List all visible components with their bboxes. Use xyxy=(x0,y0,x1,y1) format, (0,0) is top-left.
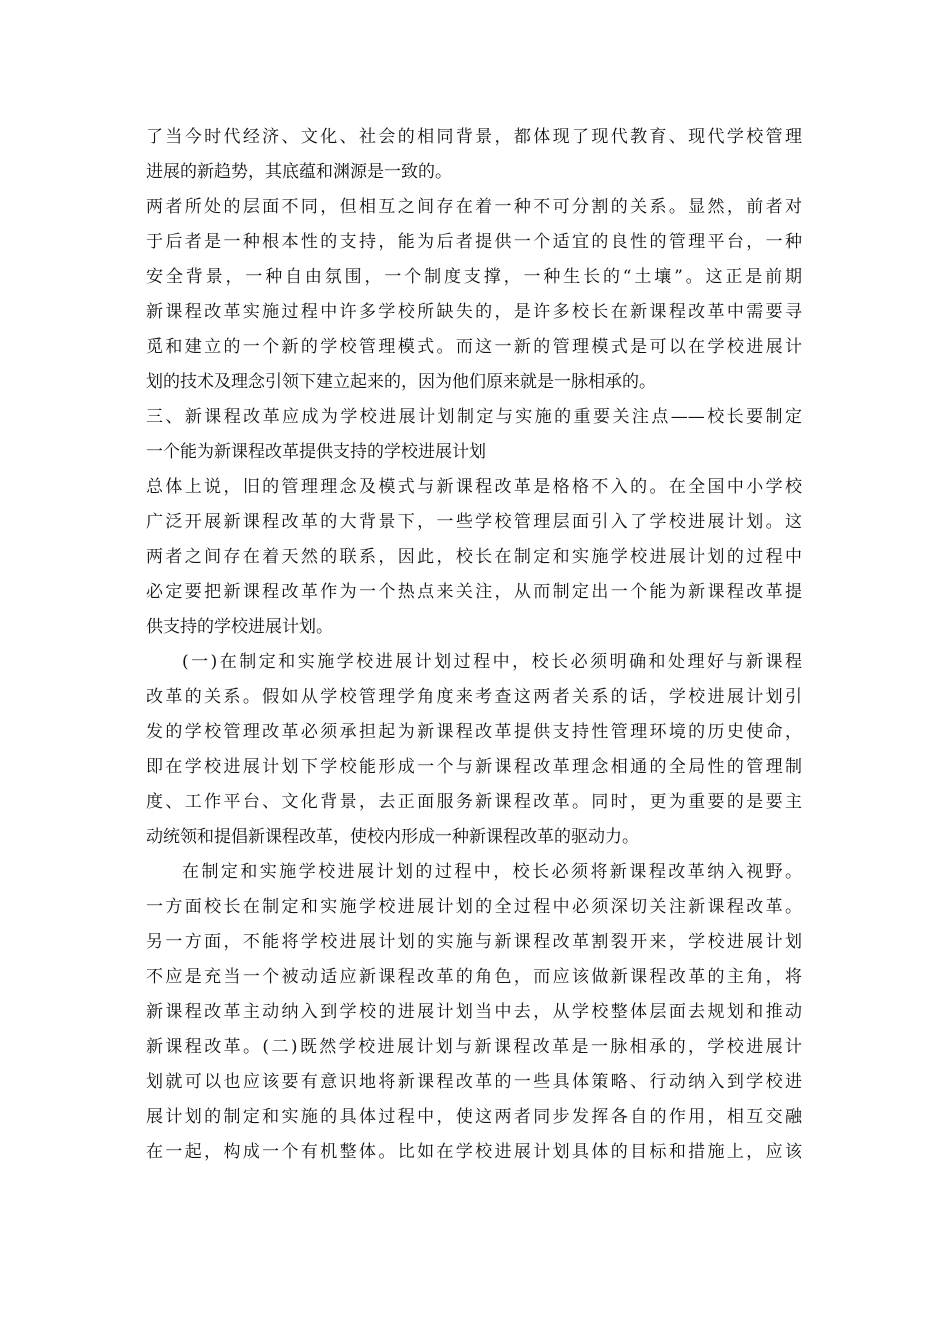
text-line: 在制定和实施学校进展计划的过程中，校长必须将新课程改革纳入视野。 xyxy=(182,862,802,882)
text-line: 了当今时代经济、文化、社会的相同背景，都体现了现代教育、现代学校管理 xyxy=(146,127,802,147)
section-heading-line: 三、新课程改革应成为学校进展计划制定与实施的重要关注点——校长要制定 xyxy=(146,407,802,427)
text-line: 划就可以也应该要有意识地将新课程改革的一些具体策略、行动纳入到学校进 xyxy=(146,1072,802,1092)
text-line: 必定要把新课程改革作为一个热点来关注，从而制定出一个能为新课程改革提 xyxy=(146,582,802,602)
text-line: 新课程改革主动纳入到学校的进展计划当中去，从学校整体层面去规划和推动 xyxy=(146,1002,802,1022)
text-line: 觅和建立的一个新的学校管理模式。而这一新的管理模式是可以在学校进展计 xyxy=(146,337,802,357)
text-line: 一方面校长在制定和实施学校进展计划的全过程中必须深切关注新课程改革。 xyxy=(146,897,802,917)
text-line: 供支持的学校进展计划。 xyxy=(146,617,333,637)
text-line: 即在学校进展计划下学校能形成一个与新课程改革理念相通的全局性的管理制 xyxy=(146,757,802,777)
text-line: 两者所处的层面不同，但相互之间存在着一种不可分割的关系。显然，前者对 xyxy=(146,197,802,217)
text-line: 两者之间存在着天然的联系，因此，校长在制定和实施学校进展计划的过程中 xyxy=(146,547,802,567)
section-heading-line: 一个能为新课程改革提供支持的学校进展计划 xyxy=(146,442,486,462)
text-line: 不应是充当一个被动适应新课程改革的角色，而应该做新课程改革的主角，将 xyxy=(146,967,802,987)
text-line: 展计划的制定和实施的具体过程中，使这两者同步发挥各自的作用，相互交融 xyxy=(146,1107,802,1127)
text-line: 度、工作平台、文化背景，去正面服务新课程改革。同时，更为重要的是要主 xyxy=(146,792,802,812)
text-line: 总体上说，旧的管理理念及模式与新课程改革是格格不入的。在全国中小学校 xyxy=(146,477,802,497)
text-line: 新课程改革。(二)既然学校进展计划与新课程改革是一脉相承的，学校进展计 xyxy=(146,1037,802,1057)
text-line: 新课程改革实施过程中许多学校所缺失的，是许多校长在新课程改革中需要寻 xyxy=(146,302,802,322)
text-line: 在一起，构成一个有机整体。比如在学校进展计划具体的目标和措施上，应该 xyxy=(146,1142,802,1162)
text-line: 另一方面，不能将学校进展计划的实施与新课程改革割裂开来，学校进展计划 xyxy=(146,932,802,952)
text-line: 安全背景，一种自由氛围，一个制度支撑，一种生长的“土壤”。这正是前期 xyxy=(146,267,802,287)
text-line: 发的学校管理改革必须承担起为新课程改革提供支持性管理环境的历史使命， xyxy=(146,722,802,742)
text-line: (一)在制定和实施学校进展计划过程中，校长必须明确和处理好与新课程 xyxy=(182,652,802,672)
text-line: 改革的关系。假如从学校管理学角度来考查这两者关系的话，学校进展计划引 xyxy=(146,687,802,707)
text-line: 动统领和提倡新课程改革，使校内形成一种新课程改革的驱动力。 xyxy=(146,827,639,847)
document-body xyxy=(146,120,802,1170)
text-line: 进展的新趋势，其底蕴和渊源是一致的。 xyxy=(146,162,452,182)
text-line: 广泛开展新课程改革的大背景下，一些学校管理层面引入了学校进展计划。这 xyxy=(146,512,802,532)
text-line: 于后者是一种根本性的支持，能为后者提供一个适宜的良性的管理平台，一种 xyxy=(146,232,802,252)
text-line: 划的技术及理念引领下建立起来的，因为他们原来就是一脉相承的。 xyxy=(146,372,656,392)
